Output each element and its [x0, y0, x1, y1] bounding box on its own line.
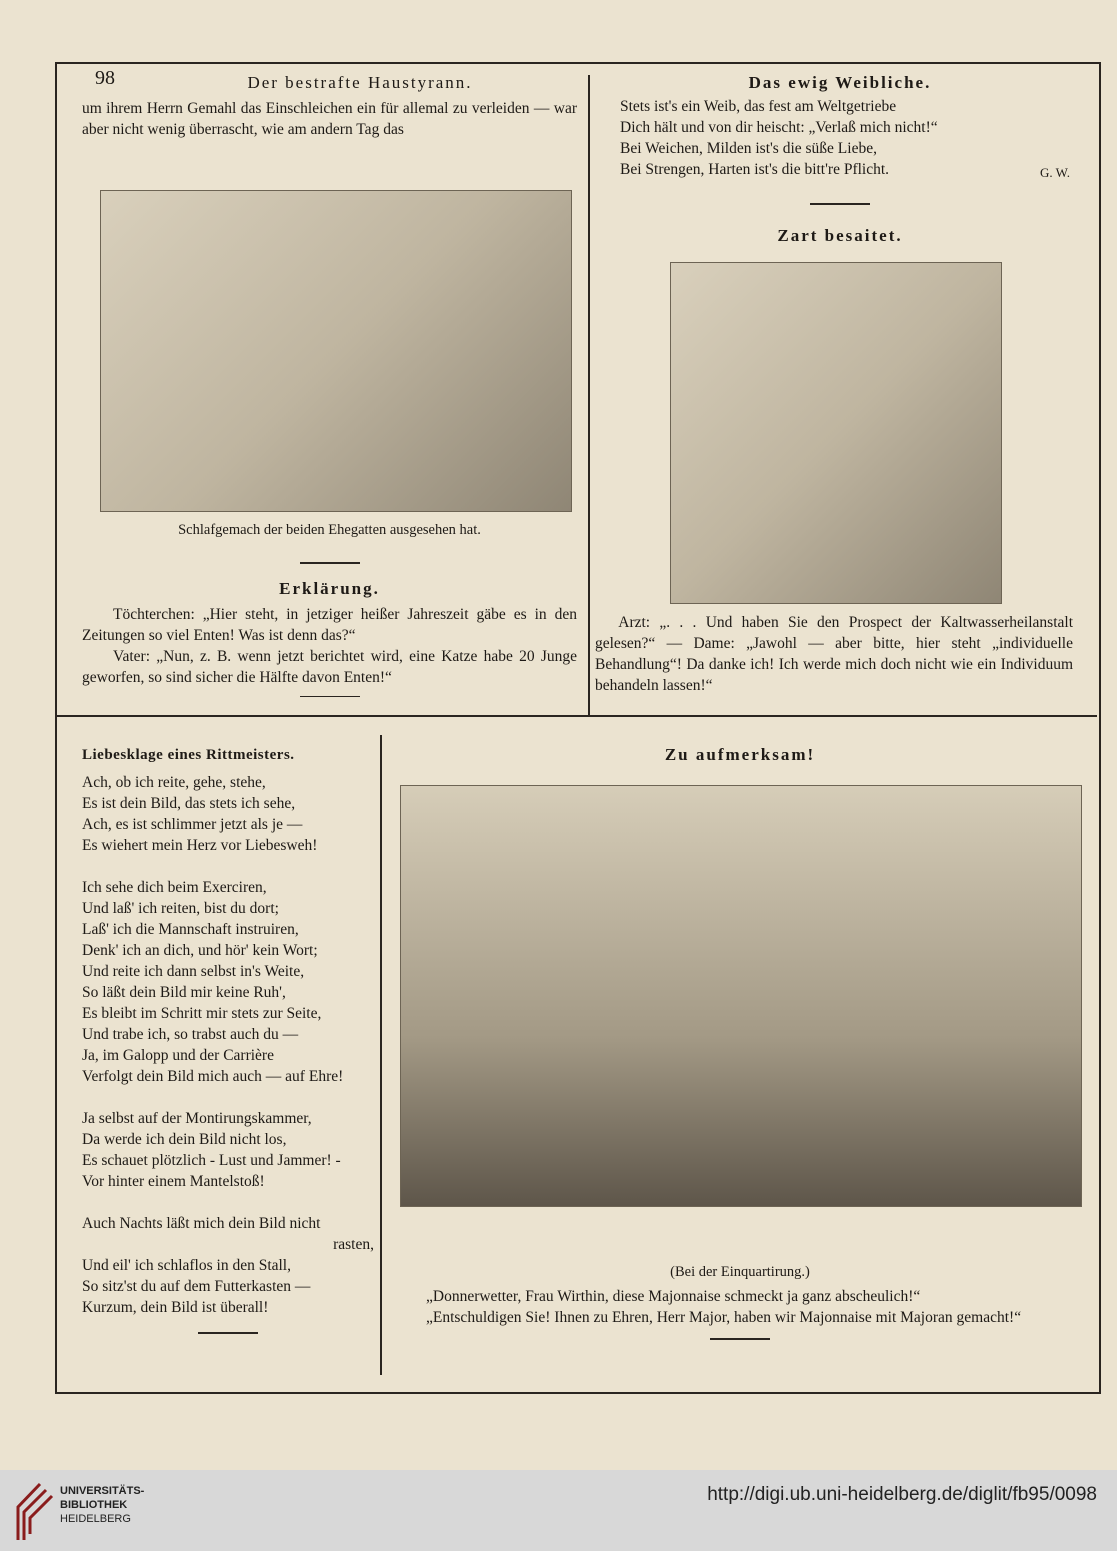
- poem-line: Ja selbst auf der Montirungskammer,: [82, 1110, 312, 1127]
- poem-line: Denk' ich an dich, und hör' kein Wort;: [82, 942, 318, 959]
- poem-line: Ach, es ist schlimmer jetzt als je —: [82, 816, 303, 833]
- poem-line: Vor hinter einem Mantelstoß!: [82, 1173, 265, 1190]
- poem-line: Bei Weichen, Milden ist's die süße Liebe,: [620, 140, 877, 157]
- poem-line: Und laß' ich reiten, bist du dort;: [82, 900, 279, 917]
- logo-line: BIBLIOTHEK: [60, 1499, 128, 1511]
- poem: [620, 96, 1080, 180]
- poem-line: Da werde ich dein Bild nicht los,: [82, 1131, 287, 1148]
- dialogue-line: „Entschuldigen Sie! Ihnen zu Ehren, Herr Major, haben wir Majonnaise mit Majoran gemacht!“: [426, 1309, 1022, 1326]
- heading-zu-aufmerksam: Zu aufmerksam!: [664, 745, 816, 764]
- poem-line: Laß' ich die Mannschaft instruiren,: [82, 921, 299, 938]
- poem-line: rasten,: [333, 1236, 374, 1253]
- source-url[interactable]: http://digi.ub.uni-heidelberg.de/diglit/fb95/0098: [707, 1484, 1097, 1505]
- poem-liebesklage: [82, 772, 374, 1318]
- poem-line: Es ist dein Bild, das stets ich sehe,: [82, 795, 296, 812]
- illustration-bedroom: [100, 190, 572, 512]
- section-divider: [57, 715, 1097, 717]
- logo-line: UNIVERSITÄTS-: [60, 1485, 145, 1497]
- poem-line: So sitz'st du auf dem Futterkasten —: [82, 1278, 311, 1295]
- dialogue-line: „Donnerwetter, Frau Wirthin, diese Majonnaise schmeckt ja ganz abscheulich!“: [426, 1288, 921, 1305]
- column-divider: [588, 75, 590, 715]
- poem-line: Es bleibt im Schritt mir stets zur Seite,: [82, 1005, 322, 1022]
- poem-line: Verfolgt dein Bild mich auch — auf Ehre!: [82, 1068, 344, 1085]
- poem-line: Stets ist's ein Weib, das fest am Weltgetriebe: [620, 98, 897, 115]
- footer-bar: [0, 1470, 1117, 1551]
- paragraph: Töchterchen: „Hier steht, in jetziger heißer Jahreszeit gäbe es in den Zeitungen so viel Enten! Was ist denn das?“: [82, 605, 577, 644]
- poem-line: Ich sehe dich beim Exerciren,: [82, 879, 267, 896]
- page-number: 98: [95, 67, 115, 89]
- illustration-caption: Schlafgemach der beiden Ehegatten ausgesehen hat.: [178, 522, 481, 538]
- weibliche-column: [600, 72, 1080, 180]
- liebesklage-column: [82, 744, 374, 1334]
- heading-erklaerung: Erklärung.: [279, 578, 380, 598]
- poem-line: Auch Nachts läßt mich dein Bild nicht: [82, 1215, 321, 1232]
- poem-line: Und trabe ich, so trabst auch du —: [82, 1026, 299, 1043]
- poem-line: Dich hält und von dir heischt: „Verlaß mich nicht!“: [620, 119, 938, 136]
- illustration-major: [400, 785, 1082, 1207]
- rule: [810, 203, 870, 205]
- library-logo-icon: [10, 1482, 55, 1542]
- heading-zart-besaitet: Zart besaitet.: [777, 226, 903, 245]
- heading-haustyrann: Der bestrafte Haustyrann.: [247, 73, 473, 92]
- illustration-caption: (Bei der Einquartirung.): [670, 1264, 810, 1280]
- paragraph: Arzt: „. . . Und haben Sie den Prospect der Kaltwasserheilanstalt gelesen?“ — Dame: „Jawohl — aber bitte, hier steht „individuelle Behandlung“! Da danke ich! Ich werde mich doch nicht wie ein Individuum behandeln lassen!“: [595, 614, 1073, 694]
- dialogue-block: [395, 1262, 1085, 1340]
- rule: [198, 1332, 258, 1334]
- poem-line: Ach, ob ich reite, gehe, stehe,: [82, 774, 266, 791]
- poem-line: Kurzum, dein Bild ist überall!: [82, 1299, 269, 1316]
- paragraph: Vater: „Nun, z. B. wenn jetzt berichtet wird, eine Katze habe 20 Junge geworfen, so sind sicher die Hälfte davon Enten!“: [82, 647, 577, 686]
- rule: [300, 696, 360, 698]
- poem-line: So läßt dein Bild mir keine Ruh',: [82, 984, 286, 1001]
- illustration-doctor: [670, 262, 1002, 604]
- poem-line: Und eil' ich schlaflos in den Stall,: [82, 1257, 291, 1274]
- story-text: um ihrem Herrn Gemahl das Einschleichen ein für allemal zu verleiden — war aber nicht wenig überrascht, wie am andern Tag das: [82, 100, 577, 138]
- heading-liebesklage: Liebesklage eines Rittmeisters.: [82, 747, 295, 763]
- poem-line: Es wiehert mein Herz vor Liebesweh!: [82, 837, 318, 854]
- poem-line: Bei Strengen, Harten ist's die bitt're Pflicht.: [620, 161, 890, 178]
- poem-line: Und reite ich dann selbst in's Weite,: [82, 963, 305, 980]
- poem-line: Es schauet plötzlich - Lust und Jammer! -: [82, 1152, 341, 1169]
- rule: [300, 562, 360, 564]
- heading-weibliche: Das ewig Weibliche.: [748, 73, 932, 92]
- rule: [710, 1338, 770, 1340]
- erklaerung-column: [82, 520, 577, 697]
- poem-line: Ja, im Galopp und der Carrière: [82, 1047, 274, 1064]
- logo-line: HEIDELBERG: [60, 1513, 131, 1525]
- library-logo-text: [60, 1484, 144, 1526]
- column-divider-lower: [380, 735, 382, 1375]
- signature: G. W.: [1040, 165, 1070, 180]
